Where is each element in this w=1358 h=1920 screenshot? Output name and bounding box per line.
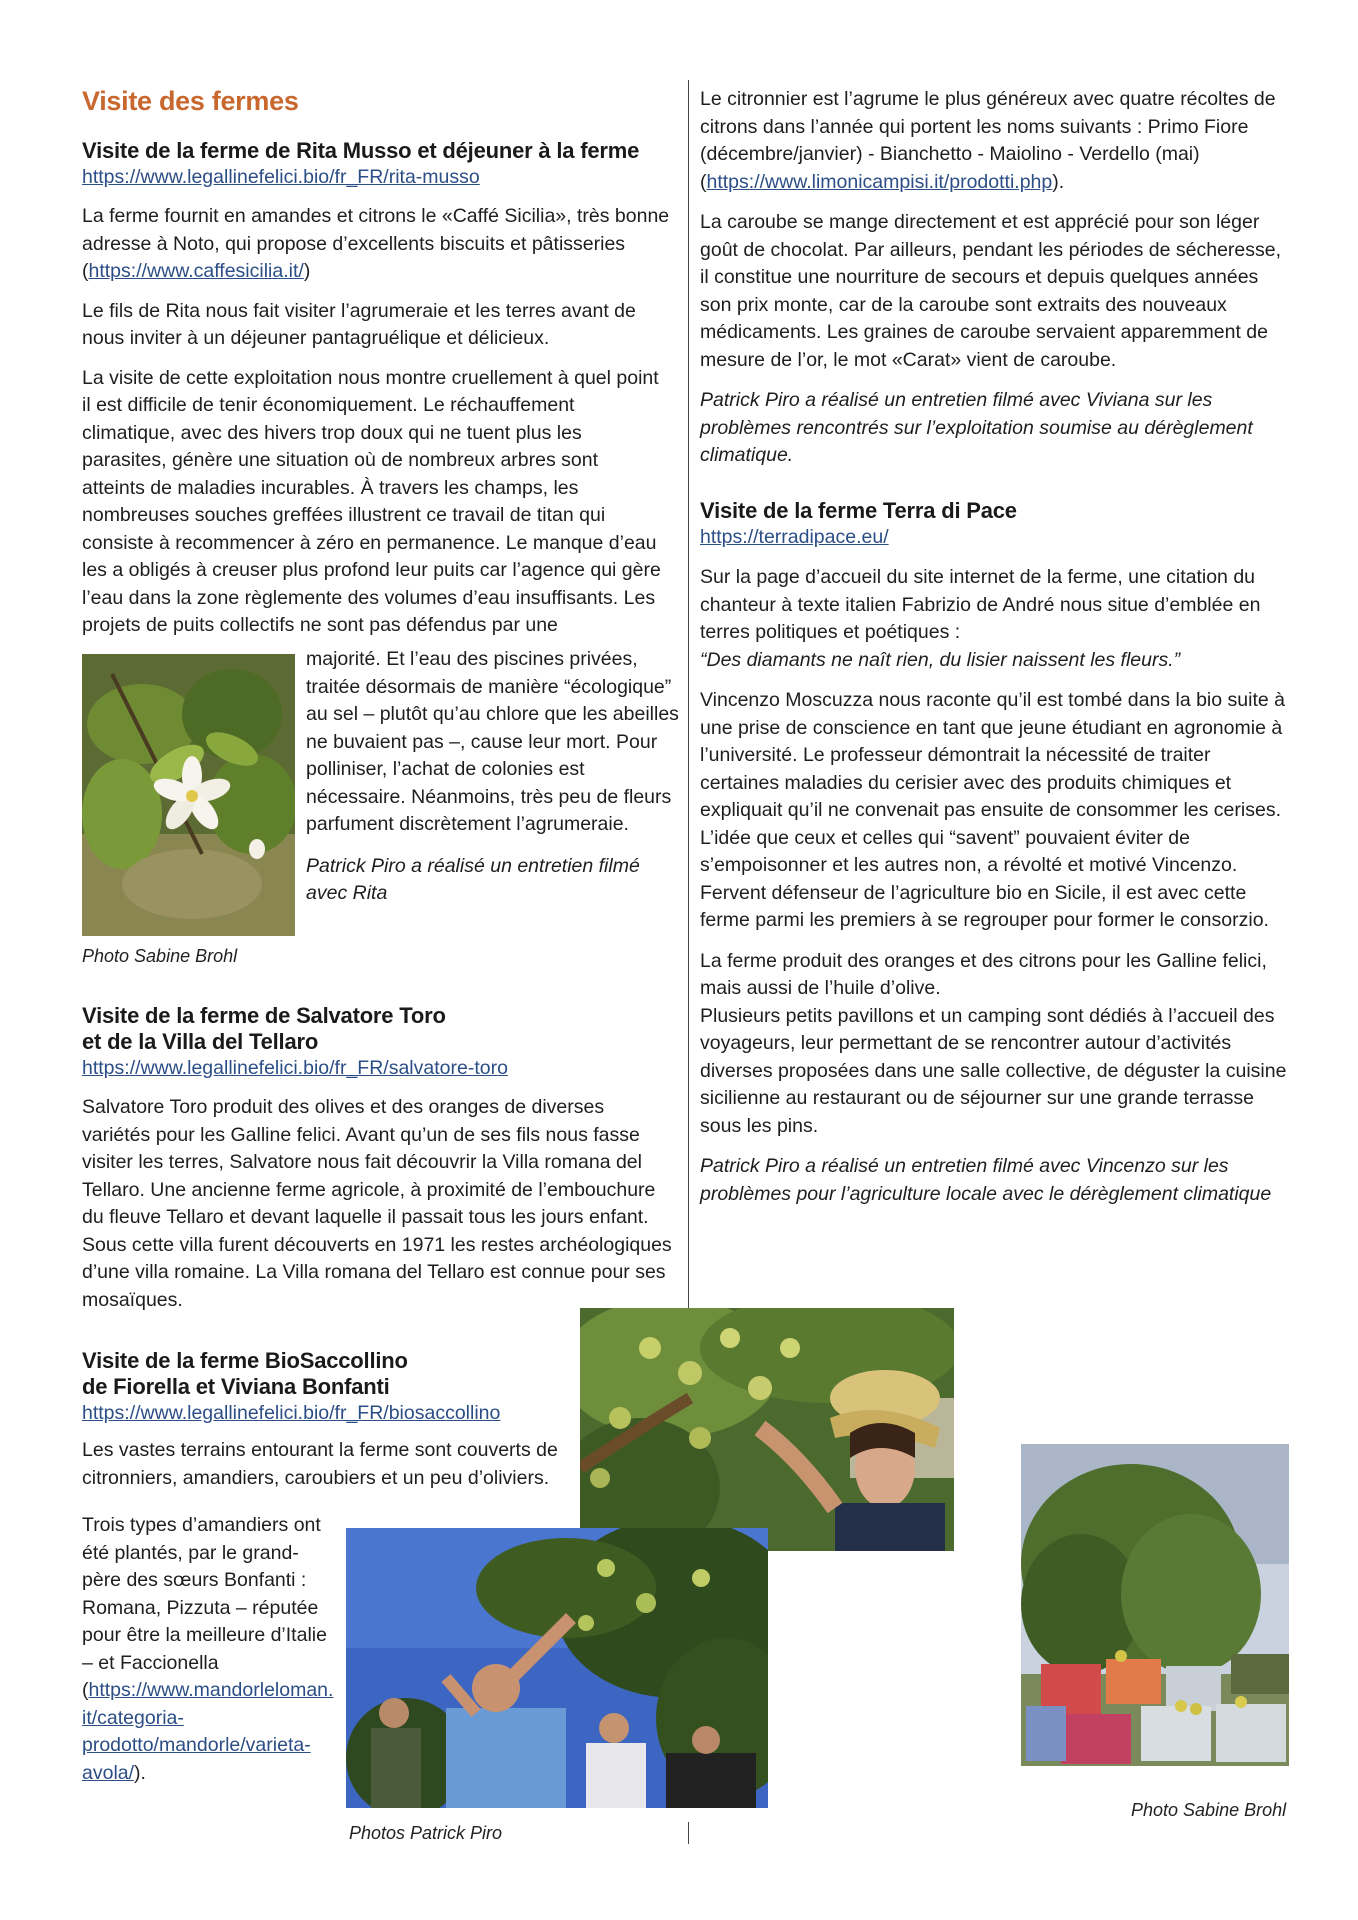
bio-paragraph-2: Trois types d’amandiers ont été plantés, par le grand-père des sœurs Bonfanti : Romana, Pizzuta – réputée pour être la meilleure d’Italie – et Faccionella (https://www.mandorleloman.it/categoria-prodotto/mandorle/varieta-avola/). [82,1514,334,1784]
lemon-crates-photo [1021,1444,1289,1766]
bio-title-line1: Visite de la ferme BioSaccollino [82,1348,408,1373]
mandorle-link[interactable]: https://www.mandorleloman.it/categoria-prodotto/mandorle/varieta-avola/ [82,1679,334,1784]
caffesicilia-link[interactable]: https://www.caffesicilia.it/ [88,260,304,282]
limonicampisi-link[interactable]: https://www.limonicampisi.it/prodotti.php [706,170,1053,193]
rita-paragraph-1: La ferme fournit en amandes et citrons le «Caffé Sicilia», très bonne adresse à Noto, qui propose d’excellents biscuits et pâtisseries (https://www.caffesicilia.it/) [82,205,670,282]
group-picking-photo [346,1528,768,1808]
pace-paragraph-2: Vincenzo Moscuzza nous raconte qu’il est tombé dans la bio suite à une prise de conscience en tant que jeune étudiant en agronomie à l’université. Le professeur démontrait la nécessité de traiter certaines maladies du cerisier avec des produits chimiques et expliquait qu’il ne convenait pas ensuite de consommer les cerises. [700,689,1285,821]
bio-paragraph-1: Les vastes terrains entourant la ferme sont couverts de citronniers, amandiers, caroubiers et un peu d’oliviers. [82,1439,558,1489]
section-title: Visite des fermes [82,86,299,116]
bio-paragraph-4: La caroube se mange directement et est apprécié pour son léger goût de chocolat. Par ailleurs, pendant les périodes de sécheresse, il constitue une nourriture de secours et depuis quelques années son prix monte, car de la caroube sont extraits des nouveaux médicaments. Les graines de caroube servaient apparemment de mesure de l’or, le mot «Carat» vient de caroube. [700,211,1282,371]
bio-paragraph-3: Le citronnier est l’agrume le plus généreux avec quatre récoltes de citrons dans l’année qui portent les noms suivants : Primo Fiore (décembre/janvier) - Bianchetto - Maiolino - Verdello (mai) (https://www.limonicampisi.it/prodotti.php). [700,88,1276,193]
bio-almonds-block [82,1512,337,1787]
rita-interview-note: Patrick Piro a réalisé un entretien filmé avec Rita [306,854,640,904]
toro-title-line1: Visite de la ferme de Salvatore Toro [82,1003,446,1028]
pace-paragraph-1: Sur la page d’accueil du site internet de la ferme, une citation du chanteur à texte italien Fabrizio de André nous situe d’emblée en terres politiques et poétiques : [700,566,1261,643]
toro-title-line2: et de la Villa del Tellaro [82,1029,319,1054]
bio-link[interactable]: https://www.legallinefelici.bio/fr_FR/biosaccollino [82,1402,501,1424]
lemon-picking-photo [580,1308,954,1551]
rita-paragraph-2: Le fils de Rita nous fait visiter l’agrumeraie et les terres avant de nous inviter à un déjeuner pantagruélique et délicieux. [82,299,636,349]
bio-title-line2: de Fiorella et Viviana Bonfanti [82,1374,390,1399]
lemon-blossom-photo [82,654,295,936]
pace-interview-note: Patrick Piro a réalisé un entretien filmé avec Vincenzo sur les problèmes pour l’agriculture locale avec le dérèglement climatique [700,1155,1272,1205]
rita-photo-caption: Photo Sabine Brohl [82,946,238,966]
rita-section [82,138,682,640]
bio-interview-note: Patrick Piro a réalisé un entretien filmé avec Viviana sur les problèmes rencontrés sur l’exploitation soumise au dérèglement climatique. [700,389,1253,466]
rita-title: Visite de la ferme de Rita Musso et déjeuner à la ferme [82,138,640,163]
toro-section [82,1003,682,1314]
rita-continuation [306,646,682,908]
footer-divider [688,1822,689,1844]
pace-quote: “Des diamants ne naît rien, du lisier naissent les fleurs.” [700,648,1181,671]
column-divider [688,80,689,1320]
pace-link[interactable]: https://terradipace.eu/ [700,526,889,548]
pace-paragraph-5: Plusieurs petits pavillons et un camping sont dédiés à l’accueil des voyageurs, leur permettant de se rencontrer autour d’activités diverses proposées dans une salle collective, de déguster la cuisine sicilienne au restaurant ou de séjourner sur une grande terrasse sous les pins. [700,1004,1287,1137]
bio-section [82,1348,582,1492]
rita-paragraph-3-continued: majorité. Et l’eau des piscines privées, traitée désormais de manière “écologique” au sel – plutôt qu’au chlore que les abeilles ne buvaient pas –, cause leur mort. Pour polliniser, l’achat de colonies est nécessaire. Néanmoins, très peu de fleurs parfument discrètement l’agrumeraie. [306,648,679,835]
rita-link[interactable]: https://www.legallinefelici.bio/fr_FR/rita-musso [82,166,480,188]
pace-section [700,498,1300,1208]
pace-paragraph-3: L’idée que ceux et celles qui “savent” pouvaient éviter de s’empoisonner et les autres non, a révolté et motivé Vincenzo. Fervent défenseur de l’agriculture bio en Sicile, il est avec cette ferme parmi les premiers à se regrouper pour former le consorzio. [700,826,1269,931]
toro-paragraph-1: Salvatore Toro produit des olives et des oranges de diverses variétés pour les Galline felici. Avant qu’un de ses fils nous fasse visiter les terres, Salvatore nous fait découvrir la Villa romana del Tellaro. Une ancienne ferme agricole, à proximité de l’embouchure du fleuve Tellaro et devant laquelle il passait tous les jours enfant. Sous cette villa furent découverts en 1971 les restes archéologiques d’une villa romaine. La Villa romana del Tellaro est connue pour ses mosaïques. [82,1096,672,1311]
bio-photos-caption: Photos Patrick Piro [349,1823,503,1843]
pace-title: Visite de la ferme Terra di Pace [700,498,1017,523]
pace-photo-caption: Photo Sabine Brohl [1131,1800,1287,1820]
rita-paragraph-3: La visite de cette exploitation nous montre cruellement à quel point il est difficile de tenir économiquement. Le réchauffement climatique, avec des hivers trop doux qui ne tuent plus les parasites, génère une situation où de nombreux arbres sont atteints de maladies incurables. À travers les champs, les nombreuses souches greffées illustrent ce travail de titan qui consiste à recommencer à zéro en permanence. Le manque d’eau les a obligés à creuser plus profond leur puits car l’agence qui gère l’eau dans la zone règlemente des volumes d’eau insuffisants. Les projets de puits collectifs ne sont pas défendus par une [82,366,661,636]
toro-link[interactable]: https://www.legallinefelici.bio/fr_FR/salvatore-toro [82,1057,508,1079]
pace-paragraph-4: La ferme produit des oranges et des citrons pour les Galline felici, mais aussi de l’huile d’olive. [700,949,1267,999]
bio-section-continued [700,86,1300,470]
